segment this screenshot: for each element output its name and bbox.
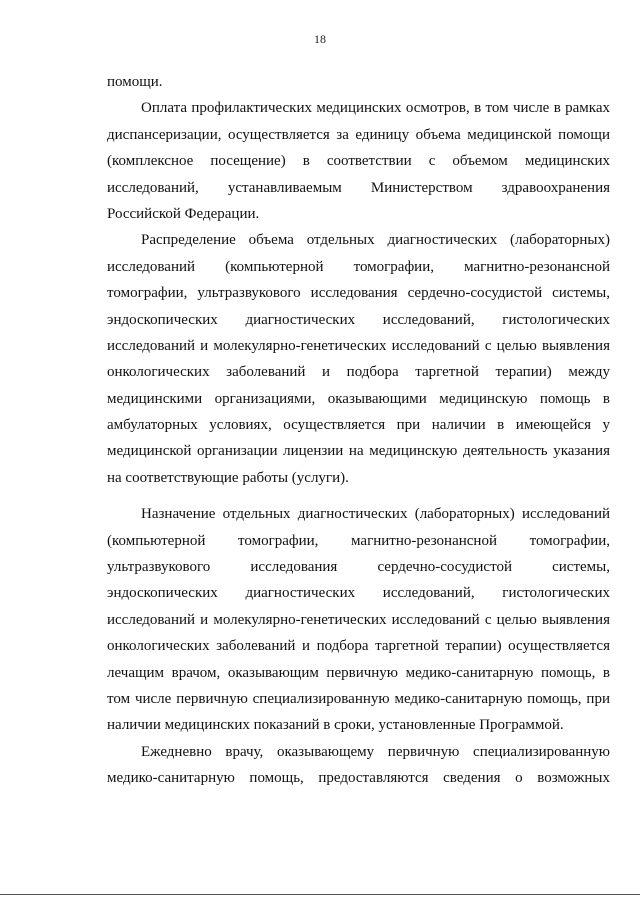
text-line: исследований, устанавливаемым Министерством здравоохранения — [107, 179, 610, 196]
scan-edge-line — [0, 894, 640, 895]
text-line: лечащим врачом, оказывающим первичную медико-санитарную помощь, в — [107, 664, 610, 681]
paragraph-gap — [107, 495, 610, 505]
text-line: томографии, ультразвукового исследования сердечно-сосудистой системы, — [107, 285, 610, 302]
paragraph-payment — [107, 99, 610, 231]
text-line: Распределение объема отдельных диагностических (лабораторных) — [141, 232, 610, 249]
text-line: на соответствующие работы (услуги). — [107, 469, 349, 486]
text-line: исследований (компьютерной томографии, магнитно-резонансной — [107, 258, 610, 275]
text-line: Назначение отдельных диагностических (лабораторных) исследований — [141, 506, 610, 523]
text-line: онкологических заболеваний и подбора таргетной терапии) осуществляется — [107, 638, 610, 655]
text-line: Оплата профилактических медицинских осмотров, в том числе в рамках — [141, 100, 610, 117]
text-line: помощи. — [107, 74, 163, 90]
text-line: диспансеризации, осуществляется за единицу объема медицинской помощи — [107, 126, 610, 143]
text-line: онкологических заболеваний и подбора таргетной терапии) между — [107, 364, 610, 381]
text-line: исследований и молекулярно-генетических исследований с целью выявления — [107, 611, 610, 628]
text-line: (комплексное посещение) в соответствии с объемом медицинских — [107, 153, 610, 170]
text-line: том числе первичную специализированную медико-санитарную помощь, при — [107, 690, 610, 707]
paragraph-daily — [107, 743, 610, 796]
text-line: эндоскопических диагностических исследований, гистологических — [107, 311, 610, 328]
paragraph-continuation — [107, 73, 610, 99]
text-line: наличии медицинских показаний в сроки, установленные Программой. — [107, 717, 564, 734]
text-line: (компьютерной томографии, магнитно-резонансной томографии, — [107, 532, 610, 549]
page-number: 18 — [314, 32, 326, 46]
text-line: Российской Федерации. — [107, 205, 260, 222]
text-line: медицинской организации лицензии на медицинскую деятельность указания — [107, 443, 610, 460]
text-line: ультразвукового исследования сердечно-сосудистой системы, — [107, 559, 610, 576]
text-line: эндоскопических диагностических исследований, гистологических — [107, 585, 610, 602]
text-line: исследований и молекулярно-генетических исследований с целью выявления — [107, 337, 610, 354]
paragraph-distribution — [107, 231, 610, 495]
paragraph-assignment — [107, 505, 610, 743]
text-line: амбулаторных условиях, осуществляется при наличии в имеющейся у — [107, 417, 610, 434]
text-line: Ежедневно врачу, оказывающему первичную специализированную — [141, 743, 610, 760]
document-body — [107, 73, 610, 796]
text-line: медицинскими организациями, оказывающими медицинскую помощь в — [107, 390, 610, 407]
text-line: медико-санитарную помощь, предоставляются сведения о возможных — [107, 770, 610, 787]
